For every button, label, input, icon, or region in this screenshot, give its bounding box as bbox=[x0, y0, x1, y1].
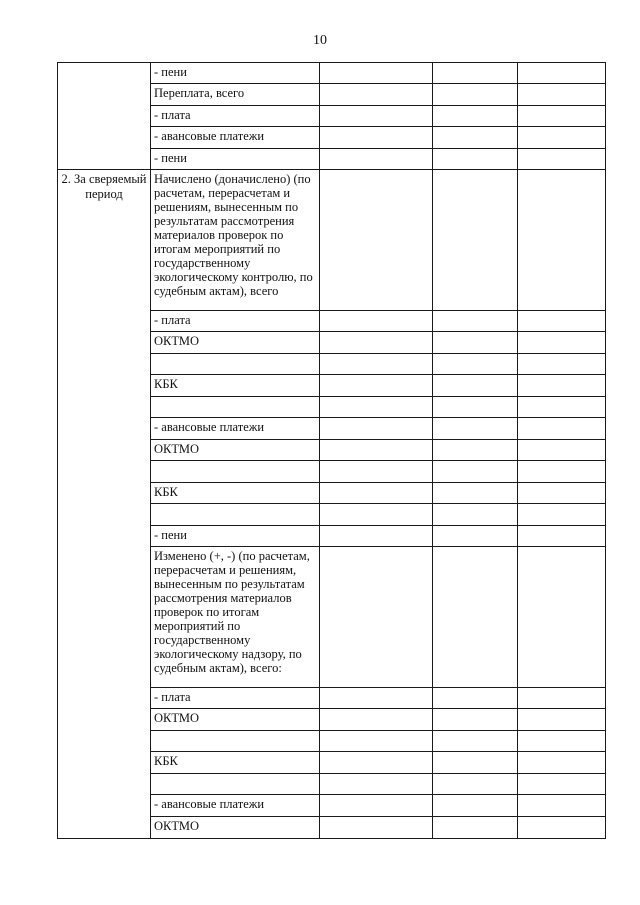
value-cell[interactable] bbox=[433, 752, 518, 774]
value-cell[interactable] bbox=[433, 526, 518, 547]
value-cell[interactable] bbox=[320, 752, 433, 774]
value-cell[interactable] bbox=[320, 795, 433, 817]
table-row bbox=[58, 170, 606, 311]
value-cell[interactable] bbox=[518, 774, 606, 795]
value-cell[interactable] bbox=[518, 84, 606, 106]
table-row bbox=[58, 63, 606, 84]
value-cell[interactable] bbox=[433, 63, 518, 84]
value-cell[interactable] bbox=[518, 149, 606, 170]
value-cell[interactable] bbox=[433, 440, 518, 461]
value-cell[interactable] bbox=[518, 418, 606, 440]
value-cell[interactable] bbox=[518, 375, 606, 397]
value-cell[interactable] bbox=[320, 63, 433, 84]
value-cell[interactable] bbox=[518, 547, 606, 688]
row-label bbox=[151, 461, 320, 483]
value-cell[interactable] bbox=[433, 170, 518, 311]
value-cell[interactable] bbox=[433, 731, 518, 752]
value-cell[interactable] bbox=[320, 418, 433, 440]
value-cell[interactable] bbox=[518, 483, 606, 504]
value-cell[interactable] bbox=[320, 817, 433, 839]
value-cell[interactable] bbox=[518, 440, 606, 461]
row-label: ОКТМО bbox=[151, 440, 320, 461]
row-label: - пени bbox=[151, 526, 320, 547]
value-cell[interactable] bbox=[320, 461, 433, 483]
row-label: ОКТМО bbox=[151, 817, 320, 839]
value-cell[interactable] bbox=[320, 731, 433, 752]
value-cell[interactable] bbox=[518, 106, 606, 127]
value-cell[interactable] bbox=[518, 170, 606, 311]
row-label: - авансовые платежи bbox=[151, 418, 320, 440]
value-cell[interactable] bbox=[433, 418, 518, 440]
value-cell[interactable] bbox=[320, 375, 433, 397]
reconciliation-table-wrap bbox=[57, 62, 606, 839]
value-cell[interactable] bbox=[320, 774, 433, 795]
value-cell[interactable] bbox=[433, 84, 518, 106]
value-cell[interactable] bbox=[518, 332, 606, 354]
value-cell[interactable] bbox=[433, 461, 518, 483]
value-cell[interactable] bbox=[433, 817, 518, 839]
value-cell[interactable] bbox=[433, 709, 518, 731]
value-cell[interactable] bbox=[433, 795, 518, 817]
row-label: - плата bbox=[151, 688, 320, 709]
row-label: КБК bbox=[151, 752, 320, 774]
value-cell[interactable] bbox=[433, 483, 518, 504]
value-cell[interactable] bbox=[433, 354, 518, 375]
period-label: 2. За сверяемый период bbox=[58, 170, 151, 839]
value-cell[interactable] bbox=[320, 170, 433, 311]
table-body bbox=[58, 63, 606, 839]
row-label: - авансовые платежи bbox=[151, 795, 320, 817]
value-cell[interactable] bbox=[518, 817, 606, 839]
value-cell[interactable] bbox=[320, 547, 433, 688]
value-cell[interactable] bbox=[320, 397, 433, 418]
value-cell[interactable] bbox=[433, 547, 518, 688]
value-cell[interactable] bbox=[320, 311, 433, 332]
value-cell[interactable] bbox=[320, 440, 433, 461]
value-cell[interactable] bbox=[433, 504, 518, 526]
value-cell[interactable] bbox=[320, 504, 433, 526]
value-cell[interactable] bbox=[518, 397, 606, 418]
value-cell[interactable] bbox=[320, 149, 433, 170]
value-cell[interactable] bbox=[433, 149, 518, 170]
previous-period-cell bbox=[58, 63, 151, 170]
value-cell[interactable] bbox=[518, 731, 606, 752]
row-label: КБК bbox=[151, 375, 320, 397]
value-cell[interactable] bbox=[518, 526, 606, 547]
row-label bbox=[151, 774, 320, 795]
row-label: - пени bbox=[151, 63, 320, 84]
row-label bbox=[151, 397, 320, 418]
value-cell[interactable] bbox=[433, 106, 518, 127]
value-cell[interactable] bbox=[518, 795, 606, 817]
value-cell[interactable] bbox=[433, 774, 518, 795]
row-label: - авансовые платежи bbox=[151, 127, 320, 149]
row-label: - пени bbox=[151, 149, 320, 170]
value-cell[interactable] bbox=[518, 127, 606, 149]
value-cell[interactable] bbox=[433, 127, 518, 149]
row-label: - плата bbox=[151, 311, 320, 332]
row-label bbox=[151, 354, 320, 375]
row-label: ОКТМО bbox=[151, 709, 320, 731]
reconciliation-table bbox=[57, 62, 606, 839]
value-cell[interactable] bbox=[433, 688, 518, 709]
row-label bbox=[151, 504, 320, 526]
value-cell[interactable] bbox=[518, 709, 606, 731]
value-cell[interactable] bbox=[320, 106, 433, 127]
value-cell[interactable] bbox=[518, 752, 606, 774]
row-label: КБК bbox=[151, 483, 320, 504]
page-number: 10 bbox=[313, 33, 327, 48]
value-cell[interactable] bbox=[518, 354, 606, 375]
value-cell[interactable] bbox=[518, 504, 606, 526]
value-cell[interactable] bbox=[518, 311, 606, 332]
value-cell[interactable] bbox=[518, 461, 606, 483]
row-label: Переплата, всего bbox=[151, 84, 320, 106]
value-cell[interactable] bbox=[433, 332, 518, 354]
row-label: - плата bbox=[151, 106, 320, 127]
row-label: ОКТМО bbox=[151, 332, 320, 354]
value-cell[interactable] bbox=[518, 688, 606, 709]
row-label bbox=[151, 731, 320, 752]
value-cell[interactable] bbox=[320, 84, 433, 106]
value-cell[interactable] bbox=[320, 332, 433, 354]
value-cell[interactable] bbox=[518, 63, 606, 84]
value-cell[interactable] bbox=[433, 311, 518, 332]
value-cell[interactable] bbox=[320, 354, 433, 375]
value-cell[interactable] bbox=[320, 526, 433, 547]
value-cell[interactable] bbox=[320, 709, 433, 731]
value-cell[interactable] bbox=[433, 375, 518, 397]
value-cell[interactable] bbox=[320, 688, 433, 709]
value-cell[interactable] bbox=[320, 483, 433, 504]
value-cell[interactable] bbox=[320, 127, 433, 149]
value-cell[interactable] bbox=[433, 397, 518, 418]
row-label: Изменено (+, -) (по расчетам, перерасчетам и решениям, вынесенным по результатам рассмотрения материалов проверок по итогам мероприятий по государственному экологическому надзору, по судебным актам), всего: bbox=[151, 547, 320, 688]
row-label: Начислено (доначислено) (по расчетам, перерасчетам и решениям, вынесенным по результатам рассмотрения материалов проверок по итогам мероприятий по государственному экологическому контролю, по судебным актам), всего bbox=[151, 170, 320, 311]
